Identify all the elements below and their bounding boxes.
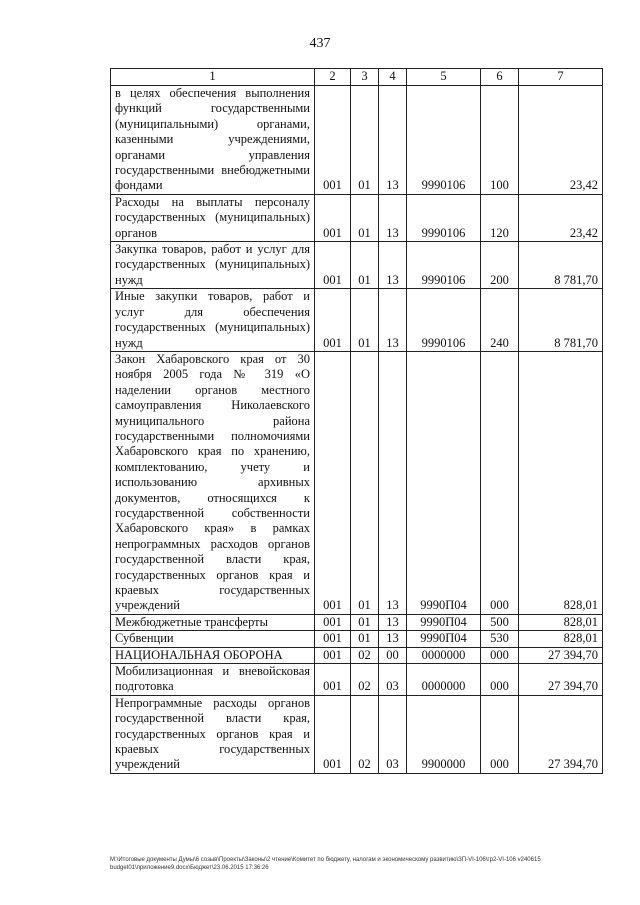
cell-section: 01 <box>351 614 379 630</box>
cell-ministry-code: 001 <box>315 289 351 352</box>
row-description: Субвенции <box>111 631 315 647</box>
cell-section: 01 <box>351 289 379 352</box>
table-row <box>111 86 603 195</box>
cell-section: 01 <box>351 242 379 289</box>
row-description: НАЦИОНАЛЬНАЯ ОБОРОНА <box>111 647 315 663</box>
cell-section: 02 <box>351 647 379 663</box>
cell-subsection: 13 <box>379 242 407 289</box>
cell-target-article: 9990П04 <box>407 351 481 614</box>
cell-ministry-code: 001 <box>315 614 351 630</box>
row-description: в целях обеспечения выполнения функций государственными (муниципальными) органами, казенными учреждениями, органами управления государственными внебюджетными фондами <box>111 86 315 195</box>
header-col-2: 2 <box>315 69 351 86</box>
header-col-3: 3 <box>351 69 379 86</box>
cell-amount: 27 394,70 <box>519 647 603 663</box>
cell-subsection: 13 <box>379 614 407 630</box>
budget-table <box>110 68 603 774</box>
cell-expense-type: 240 <box>481 289 519 352</box>
header-col-6: 6 <box>481 69 519 86</box>
cell-section: 01 <box>351 351 379 614</box>
cell-subsection: 13 <box>379 194 407 241</box>
cell-subsection: 03 <box>379 695 407 773</box>
row-description: Межбюджетные трансферты <box>111 614 315 630</box>
cell-subsection: 13 <box>379 86 407 195</box>
row-description: Расходы на выплаты персоналу государственных (муниципальных) органов <box>111 194 315 241</box>
cell-ministry-code: 001 <box>315 631 351 647</box>
cell-target-article: 0000000 <box>407 664 481 696</box>
cell-section: 01 <box>351 194 379 241</box>
cell-target-article: 9990106 <box>407 242 481 289</box>
cell-target-article: 9990П04 <box>407 631 481 647</box>
table-row <box>111 351 603 614</box>
cell-expense-type: 100 <box>481 86 519 195</box>
cell-expense-type: 000 <box>481 351 519 614</box>
cell-ministry-code: 001 <box>315 242 351 289</box>
cell-subsection: 13 <box>379 351 407 614</box>
header-col-5: 5 <box>407 69 481 86</box>
cell-section: 02 <box>351 664 379 696</box>
cell-subsection: 00 <box>379 647 407 663</box>
row-description: Непрограммные расходы органов государственной власти края, государственных органов края и краевых государственных учреждений <box>111 695 315 773</box>
row-description: Закон Хабаровского края от 30 ноября 2005 года № 319 «О наделении органов местного самоуправления Николаевского муниципального района государственными полномочиями Хабаровского края по хранению, комплектованию, учету и использованию архивных документов, относящихся к государственной собственности Хабаровского края» в рамках непрограммных расходов органов государственной власти края, государственных органов края и краевых государственных учреждений <box>111 351 315 614</box>
cell-subsection: 13 <box>379 631 407 647</box>
cell-amount: 23,42 <box>519 86 603 195</box>
table-row <box>111 631 603 647</box>
cell-amount: 828,01 <box>519 631 603 647</box>
cell-expense-type: 000 <box>481 664 519 696</box>
cell-expense-type: 200 <box>481 242 519 289</box>
row-description: Закупка товаров, работ и услуг для государственных (муниципальных) нужд <box>111 242 315 289</box>
cell-ministry-code: 001 <box>315 695 351 773</box>
cell-section: 01 <box>351 86 379 195</box>
cell-amount: 828,01 <box>519 614 603 630</box>
header-col-1: 1 <box>111 69 315 86</box>
cell-expense-type: 530 <box>481 631 519 647</box>
header-col-4: 4 <box>379 69 407 86</box>
cell-ministry-code: 001 <box>315 664 351 696</box>
table-row <box>111 194 603 241</box>
cell-ministry-code: 001 <box>315 86 351 195</box>
table-row <box>111 289 603 352</box>
cell-target-article: 9900000 <box>407 695 481 773</box>
cell-amount: 27 394,70 <box>519 695 603 773</box>
cell-expense-type: 000 <box>481 695 519 773</box>
cell-ministry-code: 001 <box>315 351 351 614</box>
table-row <box>111 647 603 663</box>
cell-expense-type: 000 <box>481 647 519 663</box>
cell-amount: 828,01 <box>519 351 603 614</box>
header-col-7: 7 <box>519 69 603 86</box>
cell-target-article: 9990106 <box>407 289 481 352</box>
cell-amount: 8 781,70 <box>519 242 603 289</box>
cell-expense-type: 500 <box>481 614 519 630</box>
page-number: 437 <box>309 36 331 51</box>
table-header-row <box>111 69 603 86</box>
row-description: Иные закупки товаров, работ и услуг для обеспечения государственных (муниципальных) нужд <box>111 289 315 352</box>
cell-target-article: 9990106 <box>407 86 481 195</box>
row-description: Мобилизационная и вневойсковая подготовка <box>111 664 315 696</box>
table-row <box>111 614 603 630</box>
cell-subsection: 03 <box>379 664 407 696</box>
cell-expense-type: 120 <box>481 194 519 241</box>
file-path-footer: M:\Итоговые документы Думы\6 созыв\Проекты\Законы\2 чтение\Комитет по бюджету, налогам и экономическому развитию\ЗП-VI-106\гр2-VI-106 v240615 budget01\приложение9.docx\Бюджет\23.06.2015 17:36:26 <box>110 857 541 871</box>
cell-section: 02 <box>351 695 379 773</box>
table-row <box>111 695 603 773</box>
cell-ministry-code: 001 <box>315 647 351 663</box>
cell-section: 01 <box>351 631 379 647</box>
table-row <box>111 242 603 289</box>
cell-target-article: 9990106 <box>407 194 481 241</box>
cell-ministry-code: 001 <box>315 194 351 241</box>
cell-amount: 23,42 <box>519 194 603 241</box>
cell-target-article: 0000000 <box>407 647 481 663</box>
table-row <box>111 664 603 696</box>
cell-subsection: 13 <box>379 289 407 352</box>
cell-target-article: 9990П04 <box>407 614 481 630</box>
cell-amount: 8 781,70 <box>519 289 603 352</box>
cell-amount: 27 394,70 <box>519 664 603 696</box>
